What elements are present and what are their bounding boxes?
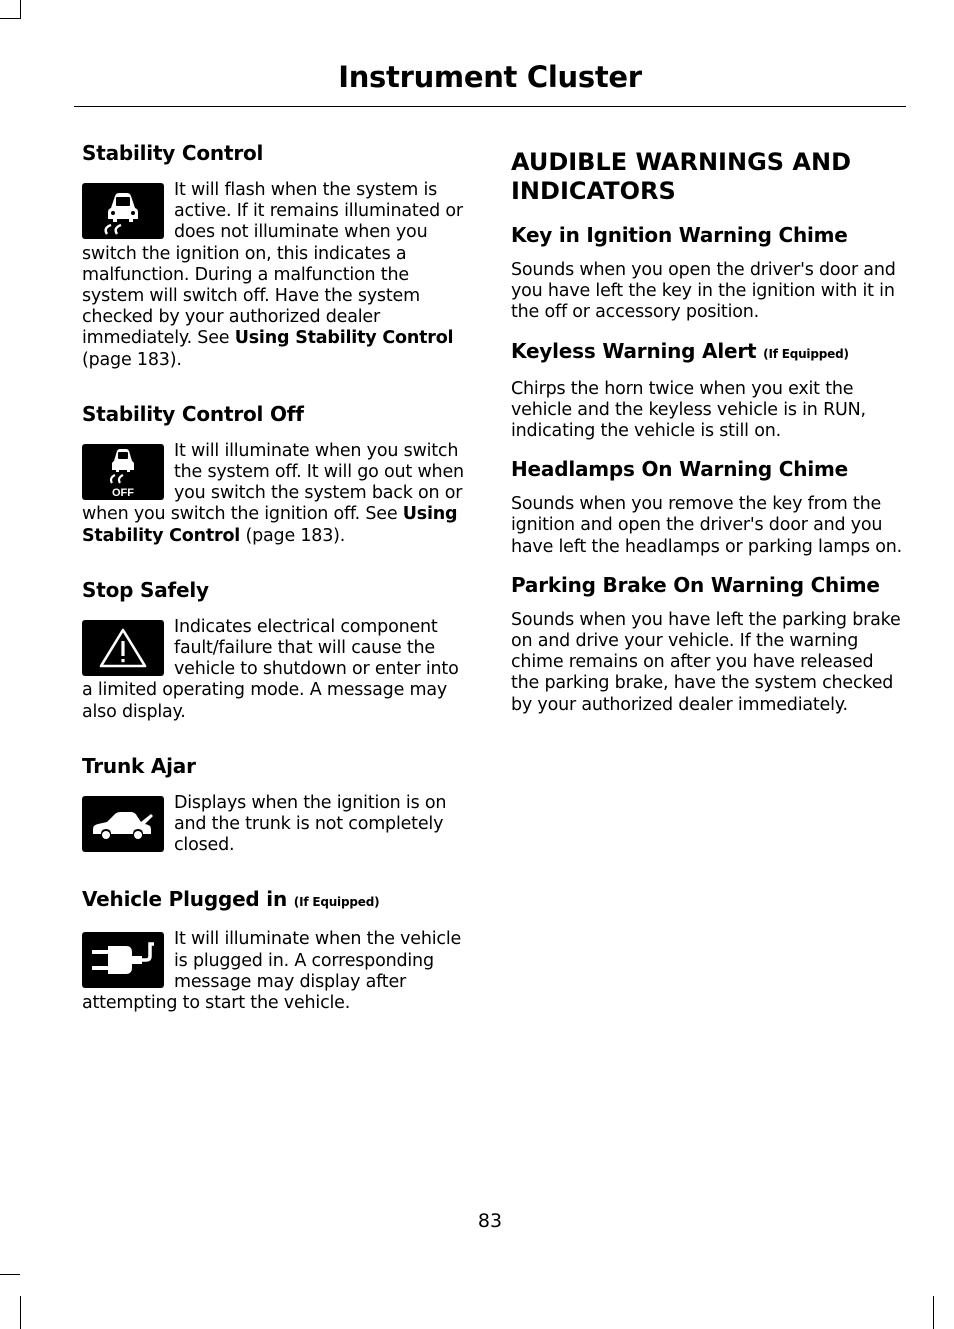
- section-heading: Stop Safely: [82, 577, 209, 602]
- section-stability-control: [82, 140, 472, 371]
- section-heading: Keyless Warning Alert (If Equipped): [511, 338, 849, 363]
- section-vehicle-plugged-in: [82, 886, 472, 1014]
- section-keyless-warning-alert: [511, 338, 903, 443]
- section-key-in-ignition-chime: [511, 222, 903, 324]
- warning-triangle-icon: [82, 620, 164, 676]
- section-trunk-ajar: [82, 753, 472, 857]
- right-column: [511, 140, 903, 730]
- page-title: Instrument Cluster: [338, 60, 642, 94]
- section-headlamps-on-chime: [511, 456, 903, 558]
- section-parking-brake-chime: [511, 572, 903, 716]
- section-body: Indicates electrical component fault/failure that will cause the vehicle to shutdown or enter into a limited operating mode. A message may also display.: [82, 616, 459, 722]
- left-column: [82, 140, 472, 1044]
- section-body: Chirps the horn twice when you exit the vehicle and the keyless vehicle is in RUN, indicating the vehicle is still on.: [511, 378, 866, 442]
- stability-control-icon: [82, 183, 164, 239]
- cross-reference-link[interactable]: Using Stability Control: [82, 504, 458, 546]
- crop-mark-top-left: [0, 18, 20, 19]
- section-body: It will illuminate when the vehicle is plugged in. A corresponding message may display after attempting to start the vehicle.: [82, 929, 462, 1014]
- section-body: Sounds when you open the driver's door and you have left the key in the ignition with it in the off or accessory position.: [511, 260, 896, 323]
- icon-off-label: OFF: [112, 486, 134, 499]
- section-heading: Stability Control: [82, 141, 264, 165]
- section-heading: Key in Ignition Warning Chime: [511, 223, 848, 247]
- section-heading: Trunk Ajar: [82, 753, 196, 778]
- section-heading: Parking Brake On Warning Chime: [511, 572, 880, 597]
- crop-mark-bottom-left: [20, 1296, 21, 1329]
- trunk-ajar-icon: [82, 796, 164, 852]
- cross-reference-link[interactable]: Using Stability Control: [234, 328, 454, 349]
- section-body: Sounds when you have left the parking brake on and drive your vehicle. If the warning chime remains on after you have released the parking brake, have the system checked by your authorized dealer immediately.: [511, 609, 901, 715]
- page-number: 83: [477, 1210, 503, 1232]
- section-heading: Headlamps On Warning Chime: [511, 457, 848, 482]
- crop-mark-bottom-right: [933, 1296, 934, 1329]
- section-body: It will illuminate when you switch the system off. It will go out when you switch the system back on or when you switch the ignition off. See Using Stability Control (page 183).: [82, 440, 464, 546]
- title-divider: [74, 106, 906, 107]
- section-heading: Vehicle Plugged in (If Equipped): [82, 887, 380, 912]
- section-heading: Stability Control Off: [82, 401, 304, 426]
- crop-mark-bottom-left: [0, 1274, 20, 1275]
- section-stop-safely: [82, 577, 472, 723]
- stability-control-off-icon: [82, 444, 164, 500]
- section-body: It will flash when the system is active. If it remains illuminated or does not illuminate when you switch the ignition on, this indicates a malfunction. During a malfunction the system will switch off. Have the system checked by your authorized dealer immediately. See Using Stability Control (page 183).: [82, 180, 463, 370]
- section-stability-control-off: [82, 401, 472, 547]
- section-body: Sounds when you remove the key from the ignition and open the driver's door and you have left the headlamps or parking lamps on.: [511, 494, 903, 557]
- if-equipped-note: (If Equipped): [763, 346, 849, 361]
- crop-mark-top-left: [20, 0, 21, 19]
- audible-warnings-heading: AUDIBLE WARNINGS AND INDICATORS: [511, 148, 851, 205]
- section-body: Displays when the ignition is on and the trunk is not completely closed.: [174, 792, 447, 856]
- if-equipped-note: (If Equipped): [293, 895, 380, 910]
- plug-icon: [82, 932, 164, 988]
